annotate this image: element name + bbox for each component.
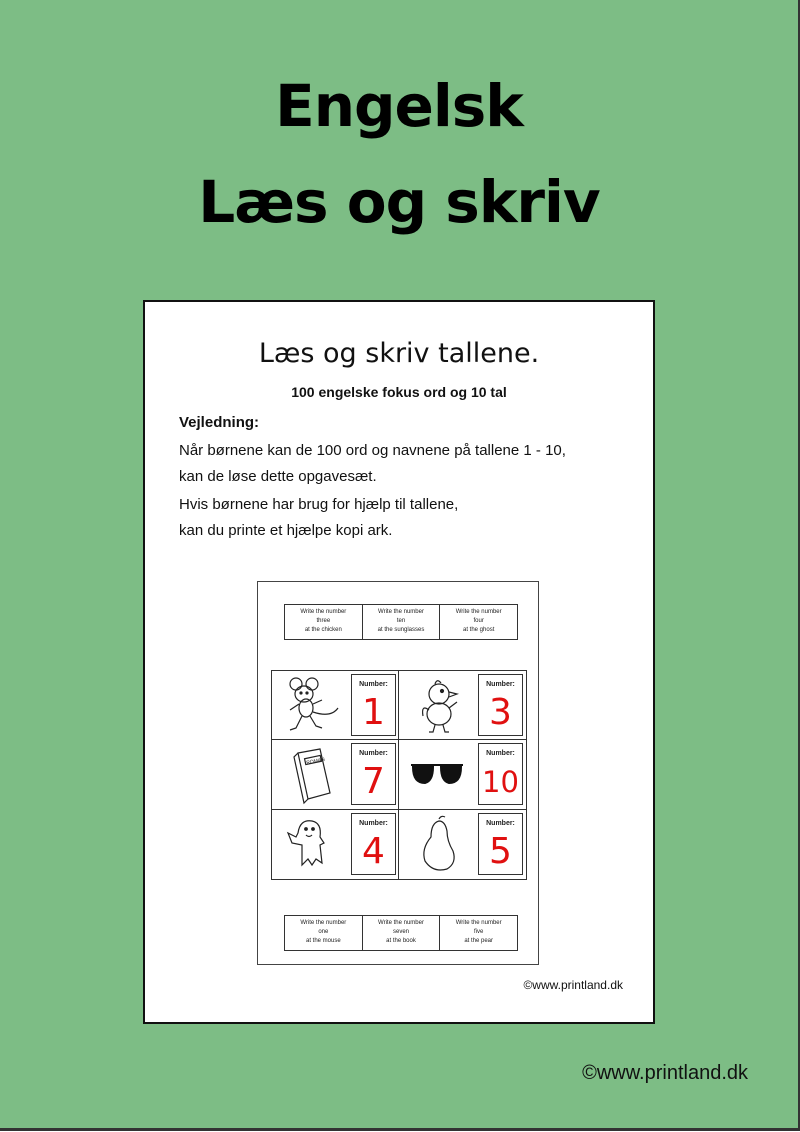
instruction-line: Write the number bbox=[300, 609, 347, 615]
number-label: Number: bbox=[486, 819, 515, 827]
instruction-box bbox=[285, 916, 363, 950]
grid-cell-sunglasses bbox=[399, 740, 526, 809]
mouse-icon bbox=[276, 674, 344, 736]
grid-cell-book bbox=[272, 740, 399, 809]
guide-heading: Vejledning: bbox=[179, 414, 260, 431]
number-value: 3 bbox=[489, 692, 512, 733]
number-label: Number: bbox=[486, 681, 515, 688]
instruction-line: Write the number bbox=[300, 920, 347, 926]
number-box bbox=[351, 743, 396, 805]
number-value: 5 bbox=[489, 830, 512, 872]
instruction-box bbox=[363, 916, 441, 950]
grid-cell-chicken bbox=[399, 671, 526, 740]
instruction-line: three bbox=[316, 618, 331, 624]
exercise-sheet-thumbnail bbox=[257, 581, 539, 965]
instruction-line: seven bbox=[393, 929, 410, 935]
book-icon bbox=[276, 743, 344, 805]
number-value: 10 bbox=[482, 765, 519, 800]
sunglasses-icon bbox=[403, 743, 471, 805]
sheet-subtitle: 100 engelske fokus ord og 10 tal bbox=[291, 384, 507, 400]
guide-paragraph-1-line-1: Når børnene kan de 100 ord og navnene på tallene 1 - 10, bbox=[179, 442, 566, 459]
instruction-line: Write the number bbox=[455, 609, 502, 615]
guide-paragraph-1 bbox=[179, 438, 566, 490]
instruction-line: at the chicken bbox=[304, 627, 342, 633]
worksheet-preview-card bbox=[143, 300, 655, 1024]
number-label: Number: bbox=[359, 681, 388, 688]
sheet-title: Læs og skriv tallene. bbox=[258, 338, 540, 369]
instruction-line: Write the number bbox=[455, 920, 502, 926]
guide-paragraph-2-line-2: kan du printe et hjælpe kopi ark. bbox=[179, 522, 393, 539]
instruction-line: at the mouse bbox=[305, 938, 341, 944]
cover-title-line1: Engelsk bbox=[275, 72, 523, 140]
number-label: Number: bbox=[359, 750, 388, 758]
instruction-line: Write the number bbox=[378, 920, 424, 926]
guide-paragraph-2 bbox=[179, 492, 458, 544]
guide-paragraph-2-line-1: Hvis børnene har brug for hjælp til tallene, bbox=[179, 496, 459, 513]
cover-title-line2: Læs og skriv bbox=[198, 168, 600, 236]
cover-footer-copyright: ©www.printland.dk bbox=[582, 1062, 748, 1084]
chicken-icon bbox=[403, 674, 471, 736]
number-box bbox=[351, 813, 396, 875]
guide-paragraph-1-line-2: kan de løse dette opgavesæt. bbox=[179, 468, 377, 485]
instruction-line: four bbox=[473, 618, 484, 624]
instruction-line: one bbox=[318, 929, 329, 935]
number-value: 1 bbox=[362, 692, 385, 733]
instruction-box bbox=[440, 916, 517, 950]
instructions-top bbox=[284, 604, 518, 640]
instruction-box bbox=[285, 605, 363, 639]
instructions-bottom bbox=[284, 915, 518, 951]
pear-icon bbox=[403, 813, 471, 875]
sheet-copyright: ©www.printland.dk bbox=[523, 978, 623, 992]
instruction-line: at the pear bbox=[464, 938, 494, 944]
grid-cell-pear bbox=[399, 810, 526, 879]
instruction-line: Write the number bbox=[378, 609, 424, 615]
number-box bbox=[351, 674, 396, 736]
ghost-icon bbox=[276, 813, 344, 875]
number-box bbox=[478, 813, 523, 875]
instruction-line: ten bbox=[396, 618, 406, 624]
grid-cell-ghost bbox=[272, 810, 399, 879]
instruction-box bbox=[440, 605, 517, 639]
instruction-line: five bbox=[474, 929, 484, 935]
number-box bbox=[478, 743, 523, 805]
number-label: Number: bbox=[359, 819, 388, 827]
instruction-line: at the sunglasses bbox=[377, 627, 425, 633]
instruction-line: at the ghost bbox=[463, 627, 495, 633]
book-cover-text: ROMAN bbox=[305, 756, 326, 767]
number-value: 7 bbox=[362, 761, 385, 803]
instruction-box bbox=[363, 605, 441, 639]
grid-cell-mouse bbox=[272, 671, 399, 740]
number-box bbox=[478, 674, 523, 736]
picture-number-grid bbox=[271, 670, 527, 880]
number-value: 4 bbox=[362, 830, 385, 872]
instruction-line: at the book bbox=[386, 938, 416, 944]
number-label: Number: bbox=[486, 750, 515, 758]
